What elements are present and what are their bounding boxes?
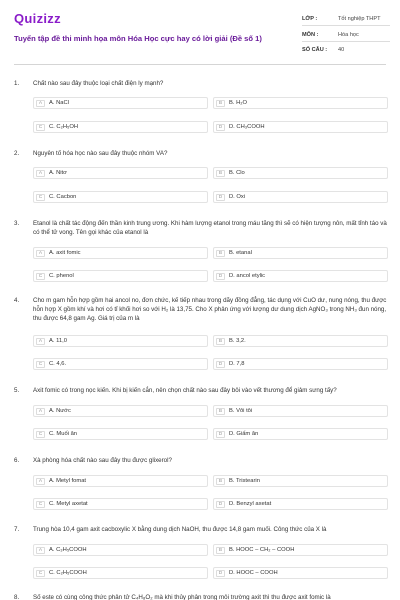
option-letter: B (216, 408, 225, 415)
option-text: C. Cacbon (49, 194, 77, 200)
option-letter: B (216, 100, 225, 107)
option-d[interactable] (213, 428, 388, 440)
meta-subject-value: Hóa học (338, 32, 359, 38)
option-text: D. Oxi (229, 194, 246, 200)
option-letter: A (36, 547, 45, 554)
option-letter: D (216, 361, 225, 368)
option-d[interactable] (213, 358, 388, 370)
question-text: Số este có cùng công thức phân tử C₄H₈O₂ mà khi thủy phân trong môi trường axit thì thu được axit fomic là (33, 594, 331, 600)
option-c[interactable] (33, 498, 208, 510)
option-text: C. C₂H₅COOH (49, 570, 87, 576)
option-letter: D (216, 124, 225, 131)
option-text: B. etanal (229, 250, 252, 256)
option-letter: D (216, 273, 225, 280)
option-text: C. Muối ăn (49, 431, 78, 437)
option-c[interactable] (33, 428, 208, 440)
meta-class-value: Tốt nghiệp THPT (338, 16, 381, 22)
option-b[interactable] (213, 167, 388, 179)
option-text: D. HOOC – COOH (229, 570, 278, 576)
option-c[interactable] (33, 191, 208, 203)
option-a[interactable] (33, 405, 208, 417)
option-letter: C (36, 431, 45, 438)
option-letter: A (36, 478, 45, 485)
option-a[interactable] (33, 97, 208, 109)
question-number: 5. (14, 387, 20, 394)
question-text: Chất nào sau đây thuộc loại chất điện ly mạnh? (33, 80, 164, 87)
question-text: Axit fomic có trong nọc kiến. Khi bị kiến cắn, nên chọn chất nào sau đây bôi vào vết thương để giảm sưng tấy? (33, 387, 337, 394)
option-d[interactable] (213, 270, 388, 282)
option-c[interactable] (33, 567, 208, 579)
option-d[interactable] (213, 498, 388, 510)
option-c[interactable] (33, 121, 208, 133)
option-text: A. 11,0 (49, 338, 67, 344)
document-header (0, 0, 400, 70)
option-letter: B (216, 250, 225, 257)
meta-divider (302, 41, 390, 42)
option-letter: B (216, 478, 225, 485)
question-text: Trung hòa 10,4 gam axit cacboxylic X bằng dung dịch NaOH, thu được 14,8 gam muối. Công thức của X là (33, 526, 327, 533)
option-text: C. 4,6. (49, 361, 67, 367)
option-a[interactable] (33, 475, 208, 487)
option-b[interactable] (213, 544, 388, 556)
option-letter: B (216, 547, 225, 554)
option-text: B. Vôi tôi (229, 408, 253, 414)
option-letter: C (36, 501, 45, 508)
document-title: Tuyển tập đề thi minh họa môn Hóa Học cực hay có lời giải (Đề số 1) (14, 34, 262, 43)
meta-divider (302, 25, 390, 26)
option-letter: A (36, 338, 45, 345)
option-letter: D (216, 570, 225, 577)
question-number: 3. (14, 220, 20, 227)
option-text: A. axit fomic (49, 250, 81, 256)
meta-count-key: SỐ CÂU : (302, 47, 328, 53)
option-text: A. Nước (49, 408, 71, 414)
option-text: C. Metyl axetat (49, 501, 88, 507)
option-text: C. phenol (49, 273, 74, 279)
option-text: A. C₃H₅COOH (49, 547, 87, 553)
question-number: 7. (14, 526, 20, 533)
option-letter: D (216, 431, 225, 438)
option-b[interactable] (213, 475, 388, 487)
option-letter: A (36, 408, 45, 415)
option-text: D. Giấm ăn (229, 431, 259, 437)
option-letter: C (36, 570, 45, 577)
option-text: D. ancol etylic (229, 273, 266, 279)
option-text: A. NaCl (49, 100, 69, 106)
option-text: B. Tristearin (229, 478, 260, 484)
question-number: 2. (14, 150, 20, 157)
option-letter: B (216, 338, 225, 345)
option-text: B. HOOC – CH₂ – COOH (229, 547, 295, 553)
option-b[interactable] (213, 247, 388, 259)
meta-class-key: LỚP : (302, 16, 318, 22)
question-number: 8. (14, 594, 20, 600)
option-text: D. Benzyl axetat (229, 501, 272, 507)
option-d[interactable] (213, 191, 388, 203)
option-text: C. C₂H₅OH (49, 124, 79, 130)
option-d[interactable] (213, 121, 388, 133)
option-a[interactable] (33, 335, 208, 347)
option-letter: B (216, 170, 225, 177)
option-text: A. Nitơ (49, 170, 67, 176)
question-number: 6. (14, 457, 20, 464)
question-text: Xà phòng hóa chất nào sau đây thu được glixerol? (33, 457, 172, 464)
option-letter: C (36, 194, 45, 201)
header-divider (14, 64, 386, 65)
option-text: D. CH₃COOH (229, 124, 265, 130)
question-number: 1. (14, 80, 20, 87)
meta-subject-key: MÔN : (302, 32, 319, 38)
meta-count-value: 40 (338, 47, 345, 53)
option-letter: C (36, 361, 45, 368)
option-letter: A (36, 100, 45, 107)
question-text: Etanol là chất tác động đến thần kinh trung ương. Khi hàm lượng etanol trong máu tăng thì sẽ có hiện tượng nôn, mất tỉnh táo và có thể tử vong. Tên gọi khác của etanol là (33, 220, 387, 236)
question-number: 4. (14, 297, 20, 304)
option-b[interactable] (213, 405, 388, 417)
option-text: A. Metyl fomat (49, 478, 87, 484)
option-letter: A (36, 250, 45, 257)
option-letter: C (36, 273, 45, 280)
option-letter: D (216, 501, 225, 508)
option-c[interactable] (33, 270, 208, 282)
option-a[interactable] (33, 167, 208, 179)
quizizz-logo: Quizizz (14, 11, 61, 26)
option-text: B. H₂O (229, 100, 248, 106)
option-letter: A (36, 170, 45, 177)
option-b[interactable] (213, 97, 388, 109)
option-c[interactable] (33, 358, 208, 370)
option-text: B. Clo (229, 170, 245, 176)
option-text: D. 7,8 (229, 361, 245, 367)
option-letter: C (36, 124, 45, 131)
option-a[interactable] (33, 544, 208, 556)
option-letter: D (216, 194, 225, 201)
question-text: Cho m gam hỗn hợp gồm hai ancol no, đơn chức, kế tiếp nhau trong dãy đồng đẳng, tác dụng với CuO dư, nung nóng, thu được hỗn hợp X gồm khí và hơi có tỉ khối hơi so với H₂ là 13,75. Cho X phản ứng với lượng dư dung dịch AgNO₃ trong NH₃ đun nóng, thu được 64,8 gam Ag. Giá trị của m là (33, 297, 387, 322)
question-8 (0, 594, 400, 600)
option-b[interactable] (213, 335, 388, 347)
option-a[interactable] (33, 247, 208, 259)
option-d[interactable] (213, 567, 388, 579)
option-text: B. 3,2. (229, 338, 246, 344)
question-text: Nguyên tố hóa học nào sau đây thuộc nhóm VA? (33, 150, 168, 157)
